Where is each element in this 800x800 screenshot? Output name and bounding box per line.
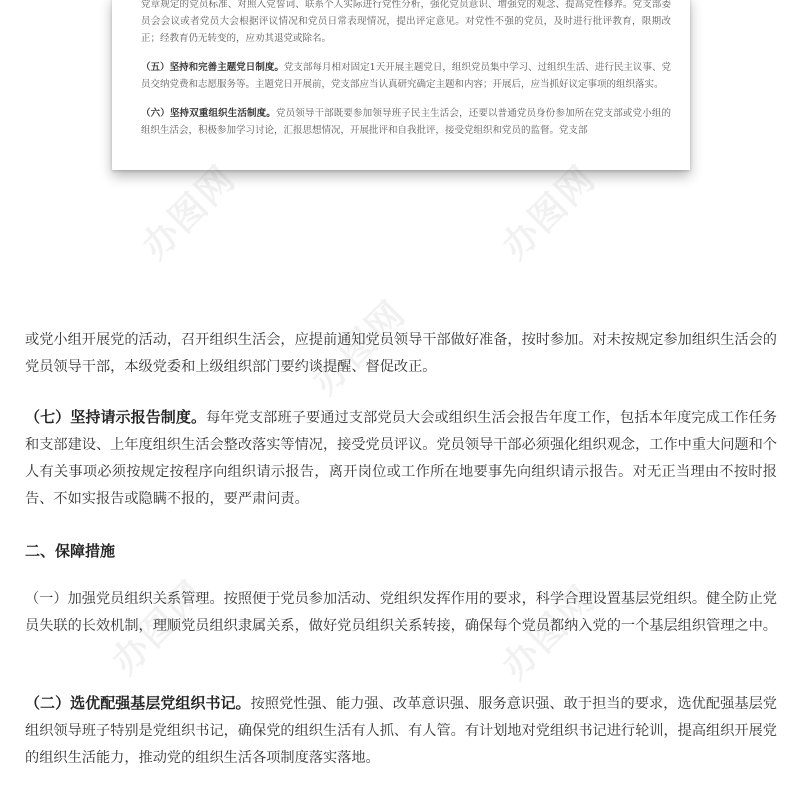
watermark: 办图网 — [304, 292, 414, 403]
measure-1-paragraph — [25, 586, 777, 640]
preview-item-6-body: 党员领导干部既要参加领导班子民主生活会，还要以普通党员身份参加所在党支部或党小组的组织生活会，积极参加学习讨论，汇报思想情况，开展批评和自我批评，接受党组织和党员的监督。党支部 — [141, 108, 671, 136]
item-7-text — [25, 404, 777, 513]
watermark: 办图网 — [494, 157, 604, 268]
preview-item-6-heading: （六）坚持双重组织生活制度。 — [141, 108, 276, 119]
measure-2-body: 按照党性强、能力强、改革意识强、服务意识强、敢于担当的要求，选优配强基层党组织领导班子特别是党组织书记，确保党的组织生活有人抓、有人管。有计划地对党组织书记进行轮训，提高组织开展党的组织生活能力，推动党的组织生活各项制度落实落地。 — [25, 696, 777, 766]
item-7-paragraph — [25, 404, 777, 513]
watermark: 办图网 — [134, 157, 244, 268]
measure-1-text: （一）加强党员组织关系管理。按照便于党员参加活动、党组织发挥作用的要求，科学合理设置基层党组织。健全防止党员失联的长效机制，理顺党员组织隶属关系，做好党员组织关系转接，确保每个党员都纳入党的一个基层组织管理之中。 — [25, 591, 777, 634]
measure-2-paragraph — [25, 690, 777, 772]
document-preview-card — [112, 0, 690, 170]
watermark: 办图网 — [104, 572, 214, 683]
preview-item-5 — [141, 59, 671, 93]
preview-text-block — [141, 0, 671, 139]
preview-item-5-body: 党支部每月相对固定1天开展主题党日，组织党员集中学习、过组织生活、进行民主议事、党员交纳党费和志愿服务等。主题党日开展前，党支部应当认真研究确定主题和内容；开展后，应当抓好议定事项的组织落实。 — [141, 62, 671, 90]
item-7-body: 每年党支部班子要通过支部党员大会或组织生活会报告年度工作，包括本年度完成工作任务和支部建设、上年度组织生活会整改落实等情况，接受党员评议。党员领导干部必须强化组织观念，工作中重大问题和个人有关事项必须按规定按程序向组织请示报告，离开岗位或工作所在地要事先向组织请示报告。对无正当理由不按时报告、不如实报告或隐瞒不报的，要严肃问责。 — [25, 410, 777, 507]
measure-2-text — [25, 690, 777, 772]
item-7-heading: （七）坚持请示报告制度。 — [25, 408, 207, 426]
section-heading-2: 二、保障措施 — [25, 542, 116, 560]
paragraph-continuation — [25, 327, 777, 381]
preview-item-5-heading: （五）坚持和完善主题党日制度。 — [141, 62, 284, 73]
watermark: 办图网 — [494, 577, 604, 688]
measure-2-heading: （二）选优配强基层党组织书记。 — [25, 694, 251, 712]
preview-paragraph: 党章规定的党员标准、对照入党誓词、联系个人实际进行党性分析，强化党员意识、增强党的观念、提高党性修养。党支部委员会会议或者党员大会根据评议情况和党员日常表现情况，提出评定意见。对党性不强的党员，及时进行批评教育，限期改正；经教育仍无转变的，应劝其退党或除名。 — [141, 0, 671, 44]
preview-item-6 — [141, 105, 671, 139]
paragraph-text: 或党小组开展党的活动，召开组织生活会，应提前通知党员领导干部做好准备，按时参加。对未按规定参加组织生活会的党员领导干部，本级党委和上级组织部门要约谈提醒、督促改正。 — [25, 332, 777, 375]
